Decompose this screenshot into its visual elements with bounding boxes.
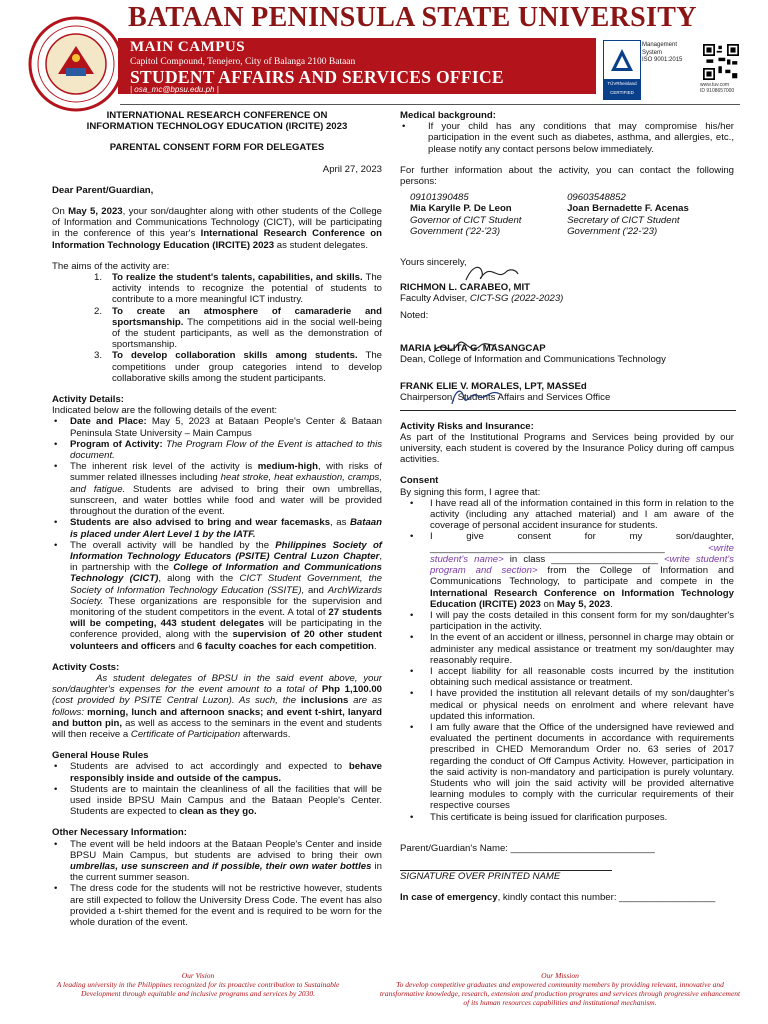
- consent-intro: By signing this form, I agree that:: [400, 486, 541, 498]
- tuv-badge: [603, 40, 641, 100]
- contact-card: [567, 192, 734, 237]
- signature-masangcap: [430, 336, 500, 360]
- section-heading-risk: Activity Risks and Insurance:: [400, 420, 534, 432]
- consent-item: • In the event of an accident or illness, personnel in charge may obtain or administer any medical assistance or treatment my son/daughter may reasonably require.: [410, 632, 734, 666]
- letter-date: April 27, 2023: [322, 163, 382, 175]
- consent-item: • I give consent for my son/daughter, ____________________________________________ <write student's name> in class ____________________ <write student's program and section> from the College of Information and Communications Technology, to participate and compete in the International Research Conference on Information Technology Education (IRCITE) 2023 on May 5, 2023.: [410, 531, 734, 610]
- left-column: [52, 110, 382, 928]
- mgmt-system-label: [642, 42, 682, 65]
- rule-item: • Students are advised to act accordingly and expected to behave responsibly inside and outside of the campus.: [54, 761, 382, 784]
- tuv-name: TÜVRheinland: [607, 81, 637, 86]
- signatory-name: RICHMON L. CARABEO, MIT: [400, 282, 531, 294]
- costs-paragraph: As student delegates of BPSU in the said event above, your son/daughter's expenses for the event amount to a total of Php 1,100.00 (cost provided by PSITE Central Luzon). As such, the inclusions are as follows: morning, lunch and afternoon snacks; and event t-shirt, lanyard and button pin, as well as access to the seminars in the event and students will then receive a Certificate of Participation afterwards.: [52, 672, 383, 740]
- consent-item: • I will pay the costs detailed in this consent form for my son/daughter's participation in the activity.: [410, 609, 734, 633]
- detail-item: • The overall activity will be handled by the Philippines Society of Information Technology Educators (PSITE) Central Luzon Chapter, in partnership with the College of Information and Communications Technology (CICT), along with the CICT Student Government, the Society of Information Technology Education (SSITE), and ArchWizards Society. These organizations are responsible for the supervision and monitoring of the student competitors in the event. A total of 27 students will be competing, 443 student delegates will be participating in the conference provided, along with the supervision of 20 other student volunteers and officers and 6 faculty coaches for each competition.: [54, 539, 383, 652]
- contact-role: Governor of CICT Student: [410, 214, 522, 226]
- mgmt-line: ISO 9001:2015: [642, 57, 683, 63]
- aims-label: The aims of the activity are:: [52, 260, 170, 272]
- mission-text: To develop competitive graduates and empowered community members by providing relevant, innovative and transformative knowledge, research, extension and production programs and services through progressive enhancement of its human resources capabilities and institutional mechanism.: [379, 980, 741, 1007]
- mission-heading: Our Mission: [541, 971, 579, 980]
- contact-card: [410, 192, 567, 237]
- right-column: [400, 110, 734, 903]
- contact-org: Government ('22-'23): [567, 225, 658, 237]
- detail-item: • Students are also advised to bring and wear facemasks, as Bataan is placed under Alert Level 1 by the IATF.: [54, 517, 382, 540]
- signatory-role: Faculty Adviser, CICT-SG (2022-2023): [400, 293, 564, 305]
- tuv-info: [700, 82, 734, 94]
- signature-morales: [446, 384, 506, 410]
- contact-name: Joan Bernadette F. Acenas: [567, 203, 689, 215]
- parent-name-field[interactable]: Parent/Guardian's Name: ___________________________: [400, 842, 655, 854]
- signatory-name: FRANK ELIE V. MORALES, LPT, MASSEd: [400, 381, 587, 393]
- vision-text: A leading university in the Philippines recognized for its proactive contribution to Sustainable Development through equitable and inclusive programs and services by 2030.: [56, 980, 340, 998]
- conference-title-2: INFORMATION TECHNOLOGY EDUCATION (IRCITE) 2023: [86, 121, 348, 133]
- vision-heading: Our Vision: [181, 971, 215, 980]
- signatory-name: MARIA LOLITA G. MASANGCAP: [400, 342, 546, 354]
- consent-item: • This certificate is being issued for clarification purposes.: [410, 811, 668, 823]
- university-name: BATAAN PENINSULA STATE UNIVERSITY: [128, 2, 697, 33]
- office-name: STUDENT AFFAIRS AND SERVICES OFFICE: [130, 67, 504, 87]
- vision-block: [48, 971, 348, 998]
- section-heading-other: Other Necessary Information:: [52, 827, 187, 839]
- aim-item: 2. To create an atmosphere of camaraderie and sportsmanship. The competitions aid in the social well-being of the student participants, as well as the demonstration of sportsmanship.: [93, 305, 382, 351]
- mission-block: [378, 971, 742, 1007]
- aim-item: 1. To realize the student's talents, capabilities, and skills. The activity intends to recognize the potential of students to contribute to a more meaningful ICT industry.: [93, 272, 382, 306]
- qr-code-icon: [703, 44, 739, 80]
- section-heading-consent: Consent: [400, 475, 439, 487]
- detail-item: • Program of Activity: The Program Flow of the Event is attached to this document.: [54, 438, 382, 462]
- contact-name: Mia Karylle P. De Leon: [410, 203, 512, 215]
- contact-phone: 09603548852: [567, 192, 626, 204]
- form-title: PARENTAL CONSENT FORM FOR DELEGATES: [109, 142, 325, 154]
- contacts: [400, 192, 734, 237]
- tuv-url: www.tuv.com: [700, 82, 730, 88]
- conference-title: INTERNATIONAL RESEARCH CONFERENCE ON: [106, 110, 328, 121]
- detail-item: • The inherent risk level of the activity is medium-high, with risks of summer related illnesses including heat stroke, heat exhaustion, cramps, and fatigue. Students are advised to bring their own umbrellas, sunscreen, and water bottles while food and water will be provided throughout the duration of the event.: [54, 461, 382, 518]
- campus-banner: [118, 38, 596, 94]
- section-heading-details: Activity Details:: [52, 394, 124, 406]
- consent-item: • I am fully aware that the Office of the undersigned have reviewed and evaluated the pertinent documents in accordance with requirements prescribed in CHED Memorandum Order no. 63 series of 2017 regarding the conduct of Off Campus Activity. However, participation in the said activity is non-mandatory and participation is purely voluntary. Students who will join the said activity will be provided alternative learning modules to comply with the curricular requirements of their respective courses: [410, 721, 734, 812]
- rule-item: • Students are to maintain the cleanliness of all the facilities that will be used inside BPSU Main Campus and the Bataan People's Center. Students are expected to clean as they go.: [54, 783, 382, 818]
- consent-item: • I accept liability for all reasonable costs incurred by the institution obtaining such medical assistance or treatment.: [410, 665, 734, 689]
- aim-item: 3. To develop collaboration skills among students. The competitions under group categories intend to develop collaborative skills among the student participants.: [93, 350, 382, 384]
- signatory-role: Dean, College of Information and Communications Technology: [400, 354, 666, 366]
- tuv-id: ID 9108657000: [700, 88, 735, 94]
- other-item: • The dress code for the students will not be restrictive however, students are still expected to follow the University Dress Code. The event has also provided a t-shirt themed for the event and is required to be worn for the whole duration of the event.: [54, 883, 382, 928]
- office-email: | osa_mc@bpsu.edu.ph |: [130, 85, 219, 94]
- header-rule: [120, 104, 740, 105]
- contact-phone: 09101390485: [410, 192, 469, 204]
- signature-label: SIGNATURE OVER PRINTED NAME: [400, 870, 561, 882]
- mgmt-line: Management: [642, 42, 678, 48]
- mgmt-line: System: [642, 49, 663, 56]
- medical-item: • If your child has any conditions that may compromise his/her participation in the event such as diabetes, asthma, and allergies, etc., please notify any contact persons below immediately.: [402, 121, 734, 155]
- salutation: Dear Parent/Guardian,: [52, 184, 154, 196]
- tuv-certified: CERTIFIED: [610, 90, 634, 95]
- noted-label: Noted:: [400, 309, 429, 321]
- university-seal: [28, 16, 124, 112]
- consent-item: • I have read all of the information contained in this form in relation to the activity (including any attached material) and I am aware of the coverage of personal accident insurance for students.: [410, 497, 734, 532]
- details-intro: Indicated below are the following details of the event:: [52, 405, 278, 417]
- campus-name: MAIN CAMPUS: [130, 39, 246, 55]
- contact-role: Secretary of CICT Student: [567, 214, 680, 226]
- campus-address: Capitol Compound, Tenejero, City of Balanga 2100 Bataan: [130, 57, 356, 67]
- section-heading-rules: General House Rules: [52, 750, 149, 762]
- section-heading-medical: Medical background:: [400, 110, 496, 121]
- further-info: For further information about the activity, you can contact the following persons:: [400, 164, 734, 188]
- other-item: • The event will be held indoors at the Bataan People's Center and inside BPSU Main Campus, but students are advised to bring their own umbrellas, use sunscreen and if possible, their own water bottles in the current summer season.: [54, 838, 382, 884]
- section-heading-costs: Activity Costs:: [52, 661, 120, 673]
- contact-org: Government ('22-'23): [410, 225, 501, 237]
- emergency-contact-field[interactable]: In case of emergency, kindly contact this number: __________________: [400, 892, 716, 904]
- intro-paragraph: On May 5, 2023, your son/daughter along with other students of the College of Information and Communications Technology (CICT), will be participating in the conference of this year's International Research Conference on Information Technology Education (IRCITE) 2023 as student delegates.: [52, 206, 382, 251]
- detail-item: • Date and Place: May 5, 2023 at Bataan People's Center & Bataan Peninsula State University – Main Campus: [54, 416, 383, 439]
- risk-paragraph: As part of the Institutional Programs and Services being provided by our university, each student is covered by the Insurance Policy during off campus activities.: [400, 431, 734, 466]
- consent-item: • I have provided the institution all relevant details of my son/daughter's medical or physical needs on enrolment and where relevant have updated this information.: [410, 688, 734, 722]
- signature-carabeo: [462, 262, 522, 286]
- signatory-role: Chairperson, Students Affairs and Services Office: [400, 392, 611, 404]
- tuv-triangle-icon: [609, 47, 635, 73]
- closing: Yours sincerely,: [400, 257, 467, 269]
